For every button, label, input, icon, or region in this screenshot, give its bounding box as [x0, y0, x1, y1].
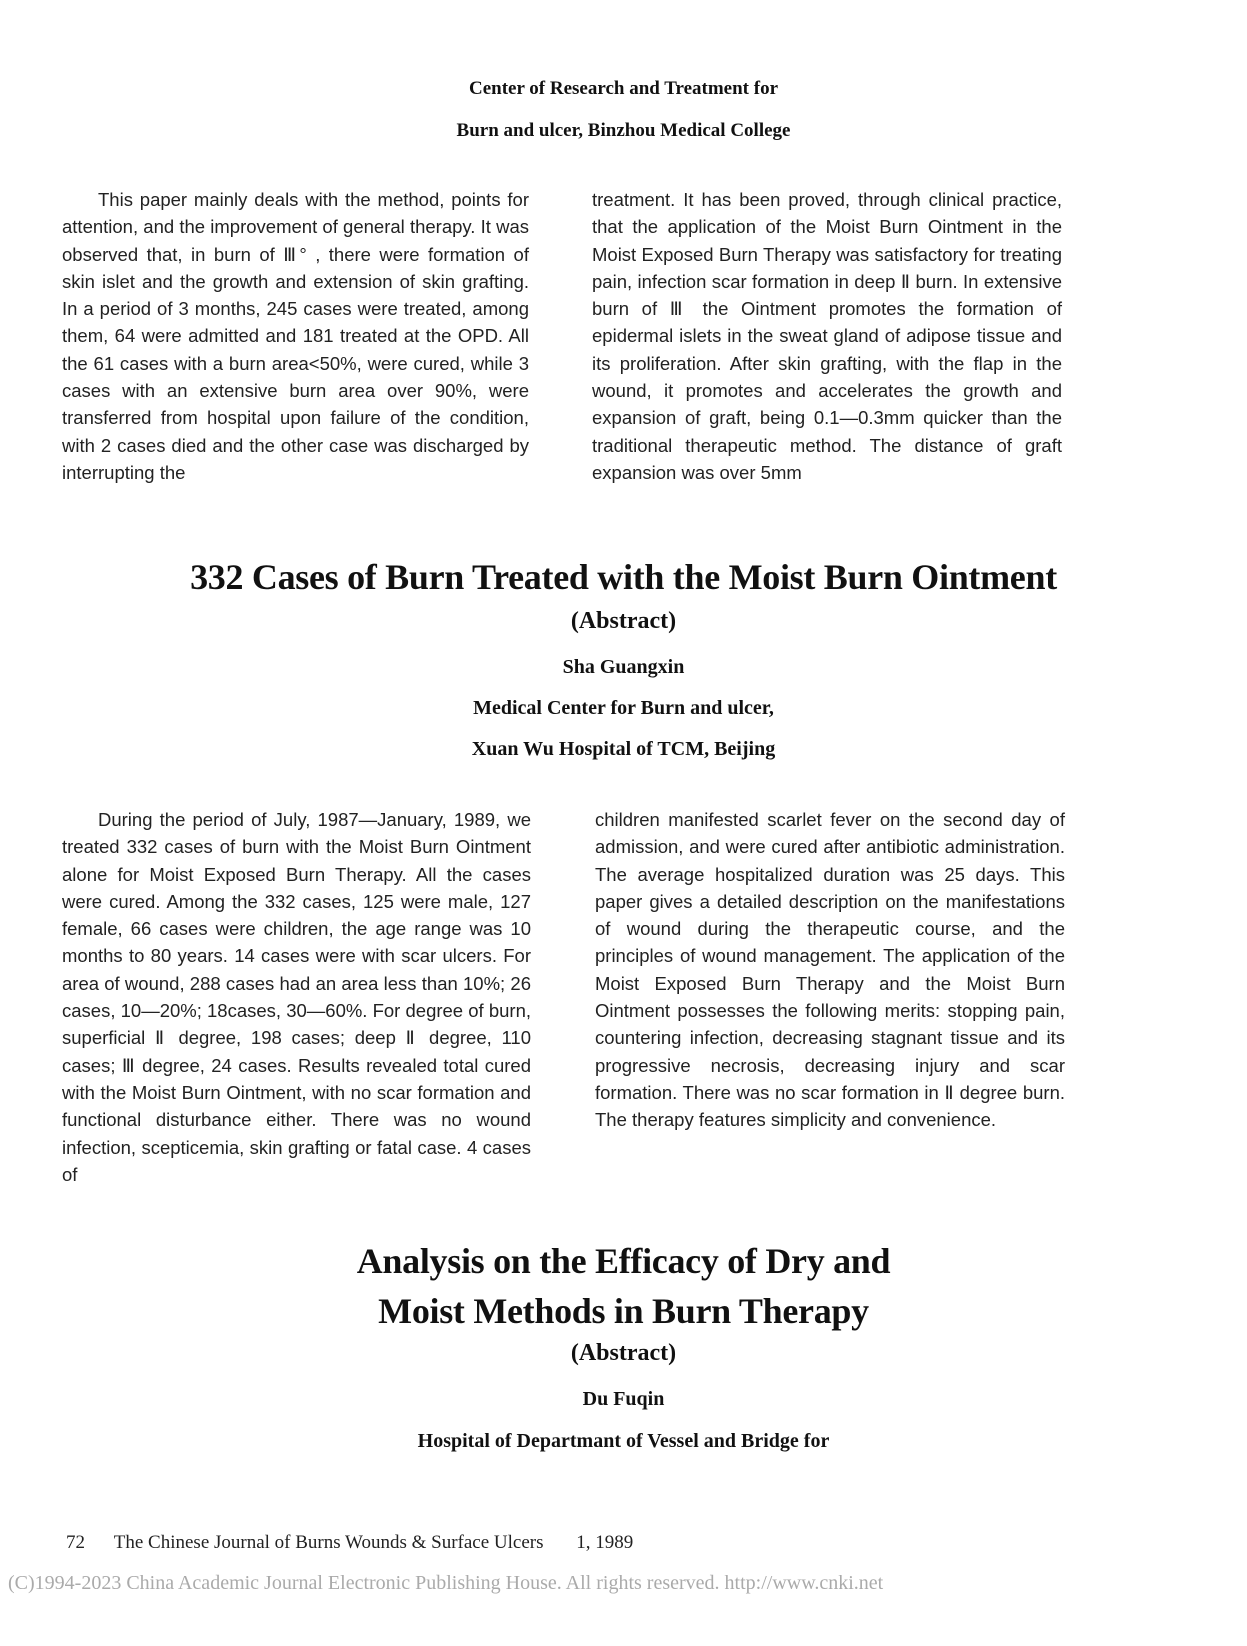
- article2-left-text: During the period of July, 1987—January, 1989, we treated 332 cases of burn with the Moist Burn Ointment alone for Moist Exposed Burn Therapy. All the cases were cured. Among the 332 cases, 125 were male, 127 female, 66 cases were children, the age range was 10 months to 80 years. 14 cases were with scar ulcers. For area of wound, 288 cases had an area less than 10%; 26 cases, 10—20%; 18cases, 30—60%. For degree of burn, superficial Ⅱ degree, 198 cases; deep Ⅱ degree, 110 cases; Ⅲ degree, 24 cases. Results revealed total cured with the Moist Burn Ointment, with no scar formation and functional disturbance either. There was no wound infection, scepticemia, skin grafting or fatal case. 4 cases of: [62, 809, 531, 1185]
- article3-author: Du Fuqin: [582, 1388, 665, 1410]
- article2-right-column: [595, 806, 1065, 1134]
- article2-affiliation-2: Xuan Wu Hospital of TCM, Beijing: [471, 738, 776, 760]
- article2-subtitle: (Abstract): [570, 608, 677, 634]
- journal-name: The Chinese Journal of Burns Wounds & Surface Ulcers: [113, 1532, 544, 1553]
- abstract1-right-text: treatment. It has been proved, through clinical practice, that the application of the Moist Burn Ointment in the Moist Exposed Burn Therapy was satisfactory for treating pain, infection scar formation in deep Ⅱ burn. In extensive burn of Ⅲ the Ointment promotes the formation of epidermal islets in the sweat gland of adipose tissue and its proliferation. After skin grafting, with the flap in the wound, it promotes and accelerates the growth and expansion of graft, being 0.1—0.3mm quicker than the traditional therapeutic method. The distance of graft expansion was over 5mm: [592, 189, 1062, 483]
- abstract1-left-column: [62, 186, 529, 486]
- article2-title: 332 Cases of Burn Treated with the Moist Burn Ointment: [190, 557, 1057, 597]
- article2-author: Sha Guangxin: [562, 656, 685, 678]
- article3-title-line-2: Moist Methods in Burn Therapy: [378, 1291, 869, 1331]
- abstract1-right-column: [592, 186, 1062, 486]
- copyright-watermark: (C)1994-2023 China Academic Journal Electronic Publishing House. All rights reserved. http://www.cnki.net: [8, 1572, 884, 1594]
- article3-subtitle: (Abstract): [570, 1340, 677, 1366]
- article2-left-column: [62, 806, 531, 1188]
- article3-title-line-1: Analysis on the Efficacy of Dry and: [356, 1241, 891, 1281]
- article2-affiliation-1: Medical Center for Burn and ulcer,: [473, 697, 774, 719]
- article3-affiliation-1: Hospital of Departmant of Vessel and Bridge for: [417, 1430, 830, 1452]
- page-footer: [66, 1532, 641, 1554]
- affiliation-line-2: Burn and ulcer, Binzhou Medical College: [456, 120, 791, 141]
- page-number: 72: [66, 1532, 85, 1553]
- affiliation-line-1: Center of Research and Treatment for: [468, 78, 779, 99]
- abstract1-left-text: This paper mainly deals with the method, points for attention, and the improvement of general therapy. It was observed that, in burn of Ⅲ° , there were formation of skin islet and the growth and extension of skin grafting. In a period of 3 months, 245 cases were treated, among them, 64 were admitted and 181 treated at the OPD. All the 61 cases with a burn area<50%, were cured, while 3 cases with an extensive burn area over 90%, were transferred from hospital upon failure of the condition, with 2 cases died and the other case was discharged by interrupting the: [62, 189, 529, 483]
- journal-issue: 1, 1989: [576, 1532, 634, 1553]
- article2-right-text: children manifested scarlet fever on the second day of admission, and were cured after antibiotic administration. The average hospitalized duration was 25 days. This paper gives a detailed description on the manifestations of wound during the therapeutic course, and the principles of wound management. The application of the Moist Exposed Burn Therapy and the Moist Burn Ointment possesses the following merits: stopping pain, countering infection, decreasing stagnant tissue and its progressive necrosis, decreasing injury and scar formation. There was no scar formation in Ⅱ degree burn. The therapy features simplicity and convenience.: [595, 809, 1065, 1131]
